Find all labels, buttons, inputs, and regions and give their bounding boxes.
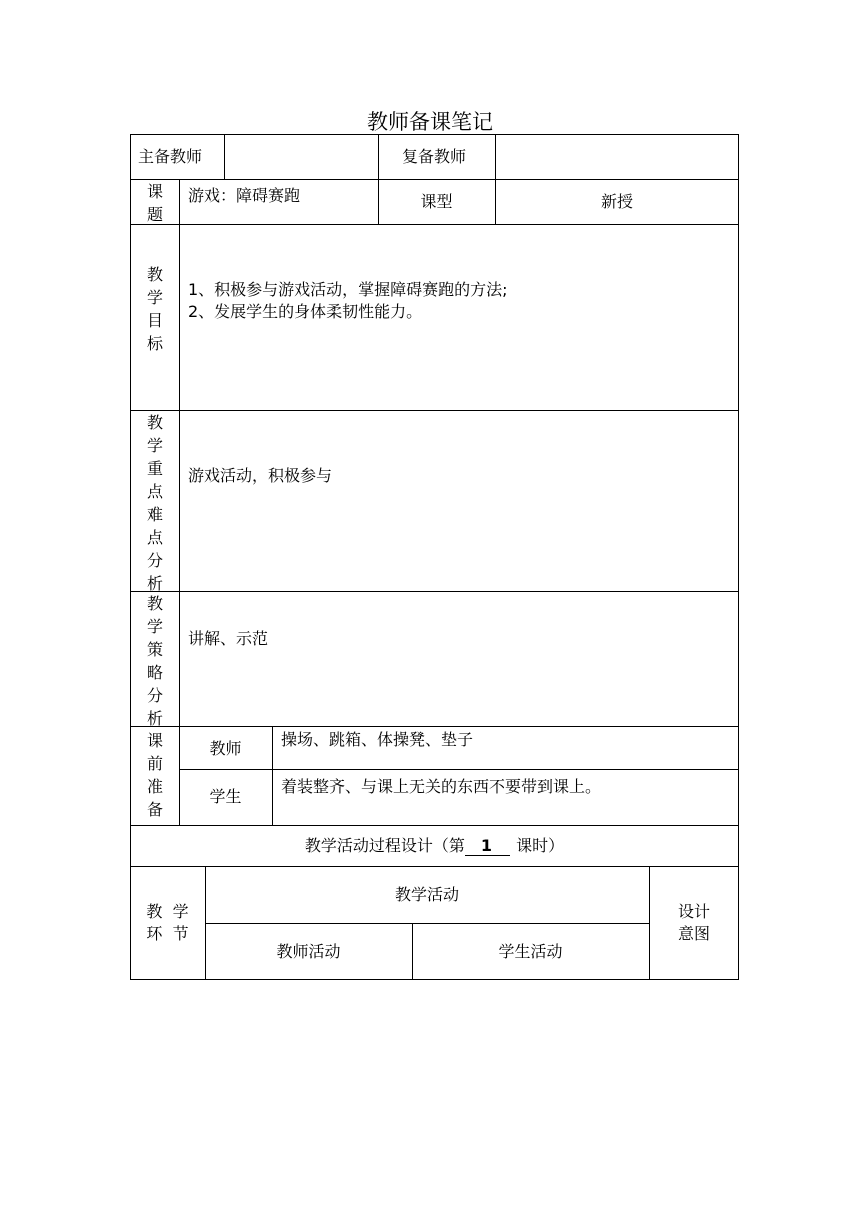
topic-value: 游戏：障碍赛跑: [188, 186, 301, 205]
row-divider: [179, 769, 739, 770]
design-label-line2: 意图: [677, 924, 710, 943]
row-divider: [130, 866, 739, 867]
teacher-activity-label: 教师活动: [276, 942, 341, 961]
row-divider: [130, 825, 739, 826]
objectives-label: 教 学 目 标: [146, 265, 163, 353]
strategy-label: 教 学 策 略 分 析: [146, 594, 163, 728]
row-divider: [130, 591, 739, 592]
lead-teacher-label: 主备教师: [138, 147, 203, 166]
row-divider: [130, 179, 739, 180]
objective-line-1: 1、积极参与游戏活动，掌握障碍赛跑的方法;: [188, 280, 508, 299]
student-activity-label: 学生活动: [498, 942, 563, 961]
key-points-value: 游戏活动，积极参与: [188, 466, 333, 485]
row-divider: [130, 224, 739, 225]
activities-label: 教学活动: [394, 885, 459, 904]
lesson-type-value: 新授: [600, 192, 633, 211]
objective-line-2: 2、发展学生的身体柔韧性能力。: [188, 302, 423, 321]
key-points-label: 教 学 重 点 难 点 分 析: [146, 413, 163, 593]
preparation-label: 课 前 准 备: [146, 731, 163, 819]
row-divider: [130, 410, 739, 411]
prep-student-label: 学生: [209, 787, 242, 806]
prep-teacher-value: 操场、跳箱、体操凳、垫子: [281, 730, 474, 749]
strategy-value: 讲解、示范: [188, 629, 269, 648]
row-divider: [205, 923, 649, 924]
row-divider: [130, 726, 739, 727]
col-divider: [224, 134, 225, 179]
lesson-number: 1: [465, 837, 510, 856]
stage-label-line1: 教 学: [146, 902, 189, 921]
process-heading-prefix: 教学活动过程设计（第: [304, 836, 465, 855]
document-title: 教师备课笔记: [367, 110, 493, 134]
prep-student-value: 着装整齐、与课上无关的东西不要带到课上。: [281, 777, 602, 796]
design-label-line1: 设计: [677, 902, 710, 921]
col-divider: [272, 726, 273, 825]
process-heading-suffix: 课时）: [516, 836, 565, 855]
lesson-type-label: 课型: [420, 192, 453, 211]
assist-teacher-label: 复备教师: [402, 147, 467, 166]
process-heading: [130, 835, 739, 857]
stage-label-line2: 环 节: [146, 924, 189, 943]
prep-teacher-label: 教师: [209, 739, 242, 758]
topic-label: 课 题: [146, 182, 163, 224]
